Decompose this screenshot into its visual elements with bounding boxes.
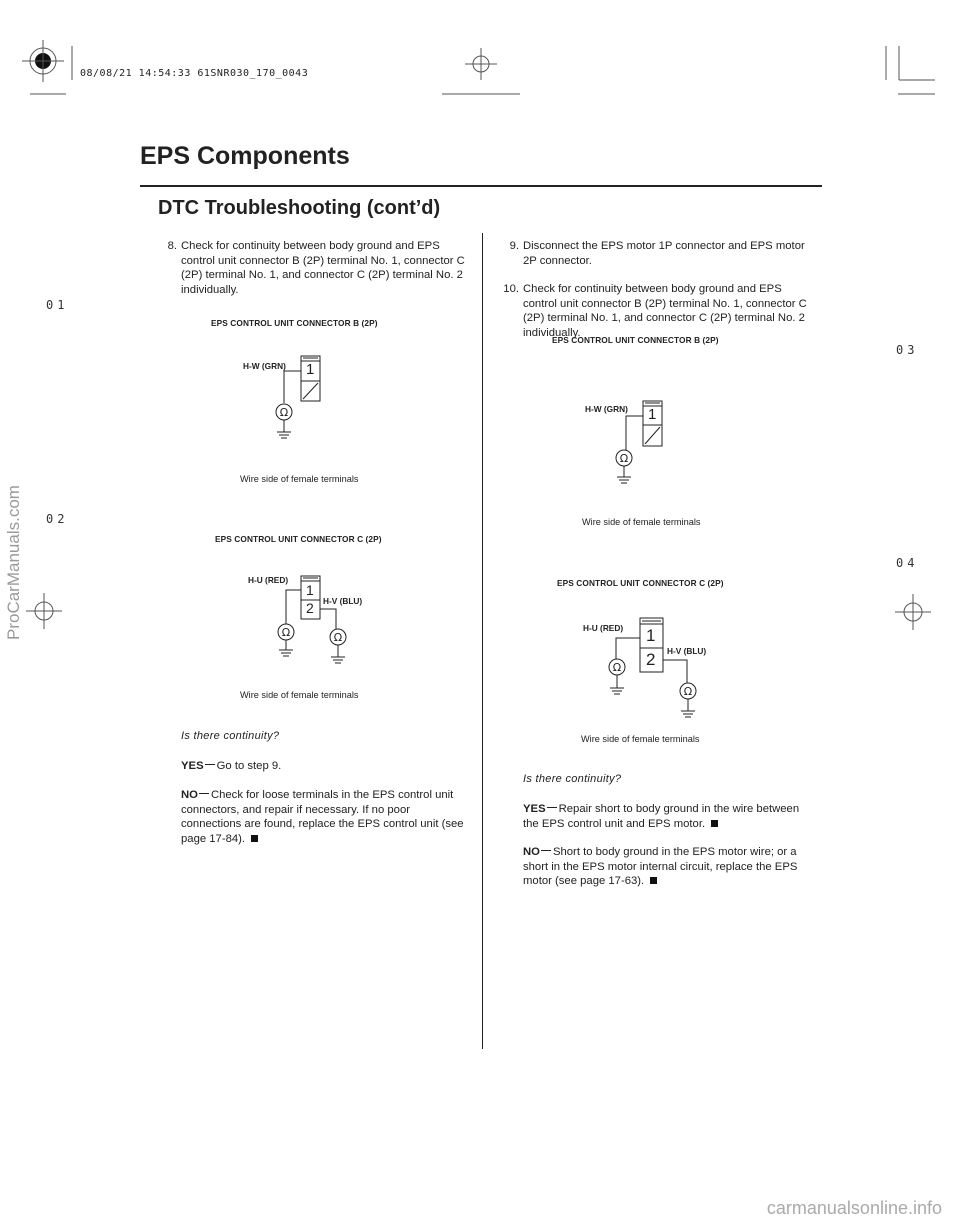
left-connector-c-title: EPS CONTROL UNIT CONNECTOR C (2P): [215, 534, 382, 544]
right-connector-b-caption: Wire side of female terminals: [582, 517, 701, 527]
svg-text:Ω: Ω: [612, 661, 622, 674]
left-yes-label: YES: [181, 760, 204, 772]
ohmmeter-icon: Ω: [279, 406, 289, 419]
step-9-number: 9.: [509, 240, 519, 252]
section-title: DTC Troubleshooting (cont’d): [158, 197, 441, 219]
right-connector-c-pin-2: 2: [646, 650, 656, 669]
svg-text:Ω: Ω: [281, 626, 291, 639]
margin-mark-03: 03: [896, 343, 919, 357]
margin-mark-04: 04: [896, 556, 919, 570]
left-connector-c-caption: Wire side of female terminals: [240, 690, 359, 700]
margin-mark-01: 01: [46, 298, 69, 312]
left-connector-c-pin-1: 1: [306, 582, 314, 598]
right-connector-b-wire-label: H-W (GRN): [585, 404, 628, 414]
left-connector-b-title: EPS CONTROL UNIT CONNECTOR B (2P): [211, 318, 378, 328]
right-yes-answer: [523, 802, 803, 831]
end-square-icon: [650, 877, 657, 884]
left-no-text: Check for loose terminals in the EPS control unit connectors, and repair if necessary. If no poor connections are found, replace the EPS control unit (see page 17-84).: [181, 789, 464, 845]
left-yes-text: Go to step 9.: [216, 760, 282, 772]
print-stamp: 08/08/21 14:54:33 61SNR030_170_0043: [80, 68, 309, 79]
step-10-text: Check for continuity between body ground and EPS control unit connector B (2P) terminal No. 1, connector C (2P) terminal No. 1, and connector C (2P) terminal No. 2 individually.: [523, 283, 807, 339]
right-question: Is there continuity?: [523, 773, 622, 785]
left-connector-c-pin-2: 2: [306, 600, 314, 616]
right-connector-b-title: EPS CONTROL UNIT CONNECTOR B (2P): [552, 335, 719, 345]
right-no-label: NO: [523, 846, 540, 858]
left-question: Is there continuity?: [181, 730, 280, 742]
right-connector-c-caption: Wire side of female terminals: [581, 734, 700, 744]
svg-text:Ω: Ω: [333, 631, 343, 644]
right-connector-c-wire1-label: H-U (RED): [583, 623, 624, 633]
left-connector-c-wire2-label: H-V (BLU): [323, 596, 363, 606]
vertical-watermark: ProCarManuals.com: [4, 485, 23, 640]
right-connector-b-pin-1: 1: [648, 406, 657, 423]
dash: [547, 807, 557, 808]
right-yes-label: YES: [523, 803, 546, 815]
right-connector-c-wire2-label: H-V (BLU): [667, 646, 707, 656]
svg-text:Ω: Ω: [619, 452, 629, 465]
right-no-answer: [523, 845, 805, 889]
left-connector-b-pin-1: 1: [306, 361, 315, 378]
right-no-text: Short to body ground in the EPS motor wire; or a short in the EPS motor internal circuit, replace the EPS motor (see page 17-63).: [523, 846, 798, 887]
left-no-label: NO: [181, 789, 198, 801]
right-connector-c-title: EPS CONTROL UNIT CONNECTOR C (2P): [557, 578, 724, 588]
step-8-text: Check for continuity between body ground and EPS control unit connector B (2P) terminal No. 1, connector C (2P) terminal No. 1, and connector C (2P) terminal No. 2 individually.: [181, 240, 465, 296]
right-yes-text: Repair short to body ground in the wire between the EPS control unit and EPS motor.: [523, 803, 800, 830]
bottom-watermark: carmanualsonline.info: [766, 1198, 942, 1218]
margin-mark-02: 02: [46, 512, 69, 526]
left-connector-c-wire1-label: H-U (RED): [248, 575, 289, 585]
right-connector-c-pin-1: 1: [646, 626, 656, 645]
left-connector-b-caption: Wire side of female terminals: [240, 474, 359, 484]
step-9-text: Disconnect the EPS motor 1P connector and EPS motor 2P connector.: [523, 240, 805, 267]
end-square-icon: [711, 820, 718, 827]
page-title: EPS Components: [140, 142, 350, 170]
dash: [541, 850, 551, 851]
svg-text:Ω: Ω: [683, 685, 693, 698]
step-8-number: 8.: [167, 240, 177, 252]
left-connector-b-wire-label: H-W (GRN): [243, 361, 286, 371]
step-10-number: 10.: [503, 283, 519, 295]
